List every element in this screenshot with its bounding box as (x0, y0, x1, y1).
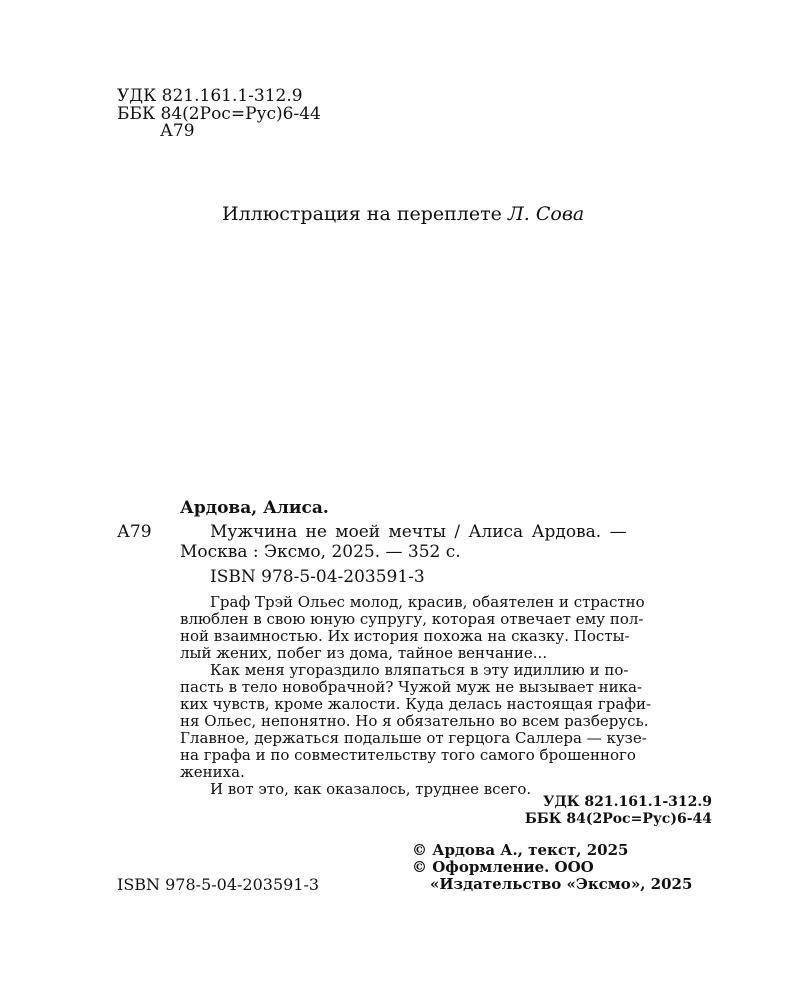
card-bbk: ББК 84(2Рос=Рус)6-44 (524, 811, 712, 827)
annotation-line: на графа и по совместительству того самого брошенного (180, 746, 636, 764)
annotation-line: жениха. (180, 763, 245, 781)
copyright-design: © Оформление. ООО (412, 858, 594, 876)
card-imprint-line: Москва : Эксмо, 2025. — 352 с. (180, 542, 461, 562)
annotation-line: пасть в тело новобрачной? Чужой муж не вызывает ника- (180, 678, 643, 696)
bbk-top: ББК 84(2Рос=Рус)6-44 (117, 104, 321, 124)
author-mark-top: А79 (160, 121, 195, 141)
illustration-credit (222, 203, 584, 225)
annotation (180, 594, 651, 798)
card-udk: УДК 821.161.1-312.9 (542, 794, 712, 810)
card-title-line: Мужчина не моей мечты / Алиса Ардова. — (210, 522, 627, 542)
annotation-line: Граф Трэй Ольес молод, красив, обаятелен и страстно (210, 593, 645, 611)
annotation-line: влюблен в свою юную супругу, которая отвечает ему пол- (180, 610, 644, 628)
illustration-artist: Л. Сова (507, 203, 585, 225)
copyright-text: © Ардова А., текст, 2025 (412, 841, 629, 859)
annotation-line: Главное, держаться подальше от герцога Саллера — кузе- (180, 729, 647, 747)
annotation-line: ня Ольес, непонятно. Но я обязательно во всем разберусь. (180, 712, 649, 730)
annotation-line: Как меня угораздило вляпаться в эту идиллию и по- (210, 661, 629, 679)
udk-top: УДК 821.161.1-312.9 (117, 86, 303, 106)
annotation-line: лый жених, побег из дома, тайное венчание... (180, 644, 548, 662)
illustration-prefix: Иллюстрация на переплете (222, 203, 508, 225)
card-heading: Ардова, Алиса. (180, 498, 329, 518)
card-isbn: ISBN 978-5-04-203591-3 (210, 567, 425, 587)
footer-isbn: ISBN 978-5-04-203591-3 (117, 875, 320, 894)
copyright-publisher: «Издательство «Эксмо», 2025 (430, 875, 693, 893)
card-author-mark: А79 (117, 522, 152, 542)
annotation-line: И вот это, как оказалось, труднее всего. (210, 780, 532, 798)
annotation-line: ких чувств, кроме жалости. Куда делась настоящая графи- (180, 695, 652, 713)
annotation-line: ной взаимностью. Их история похожа на сказку. Посты- (180, 627, 630, 645)
